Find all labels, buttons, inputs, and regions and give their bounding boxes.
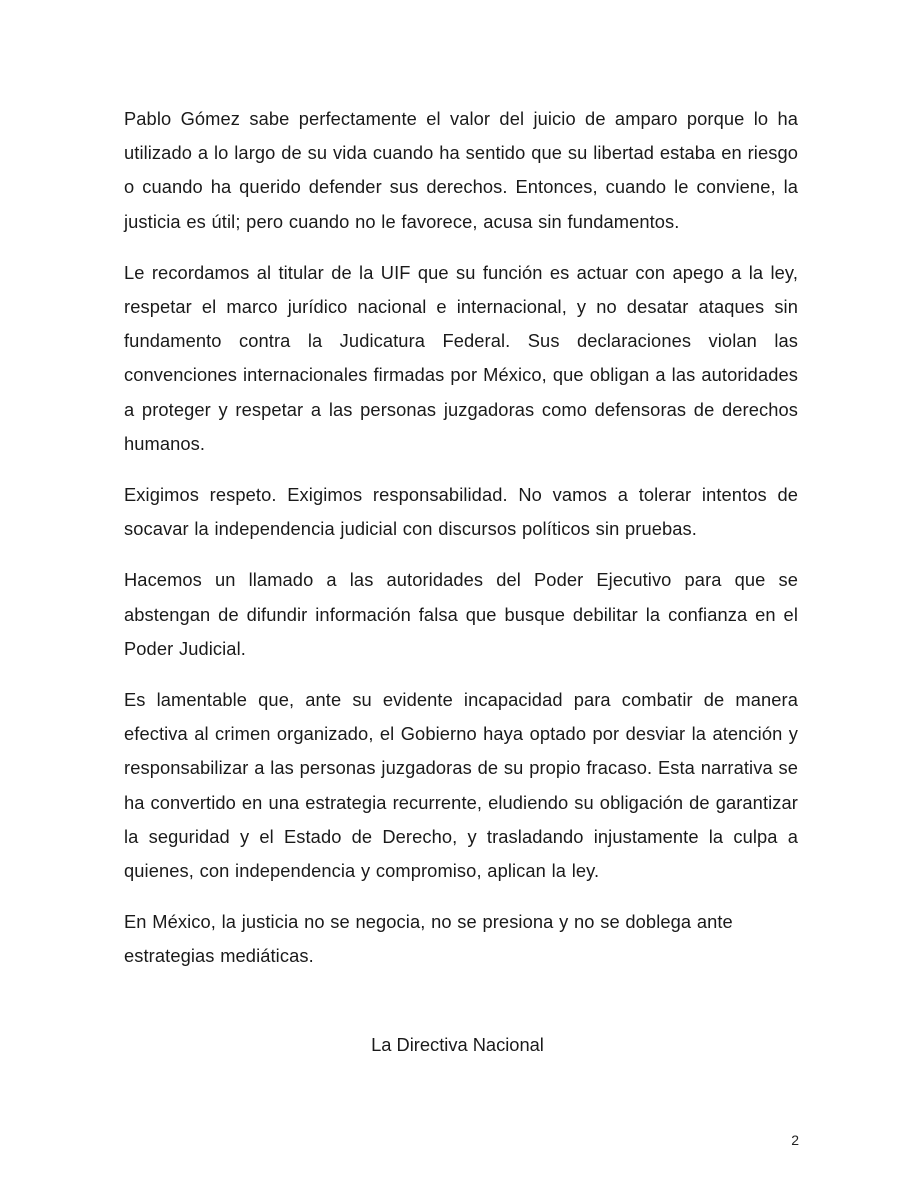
document-body: [124, 102, 798, 991]
paragraph-llamado: Hacemos un llamado a las autoridades del Poder Ejecutivo para que se abstengan de difundir información falsa que busque debilitar la confianza en el Poder Judicial.: [124, 569, 798, 659]
page-number: 2: [791, 1132, 799, 1148]
paragraph-amparo: Pablo Gómez sabe perfectamente el valor del juicio de amparo porque lo ha utilizado a lo largo de su vida cuando ha sentido que su libertad estaba en riesgo o cuando ha querido defender sus derechos. Entonces, cuando le conviene, la justicia es útil; pero cuando no le favorece, acusa sin fundamentos.: [124, 108, 798, 232]
paragraph-lamentable: Es lamentable que, ante su evidente incapacidad para combatir de manera efectiva al crimen organizado, el Gobierno haya optado por desviar la atención y responsabilizar a las personas juzgadoras de su propio fracaso. Esta narrativa se ha convertido en una estrategia recurrente, eludiendo su obligación de garantizar la seguridad y el Estado de Derecho, y trasladando injustamente la culpa a quienes, con independencia y compromiso, aplican la ley.: [124, 689, 798, 882]
paragraph-uif: Le recordamos al titular de la UIF que su función es actuar con apego a la ley, respetar el marco jurídico nacional e internacional, y no desatar ataques sin fundamento contra la Judicatura Federal. Sus declaraciones violan las convenciones internacionales firmadas por México, que obligan a las autoridades a proteger y respetar a las personas juzgadoras como defensoras de derechos humanos.: [124, 261, 798, 454]
paragraph-conclusion: En México, la justicia no se negocia, no se presiona y no se doblega ante estrategias mediáticas.: [124, 911, 733, 967]
paragraph-respeto: Exigimos respeto. Exigimos responsabilidad. No vamos a tolerar intentos de socavar la independencia judicial con discursos políticos sin pruebas.: [124, 484, 798, 540]
signature: La Directiva Nacional: [371, 1034, 544, 1055]
